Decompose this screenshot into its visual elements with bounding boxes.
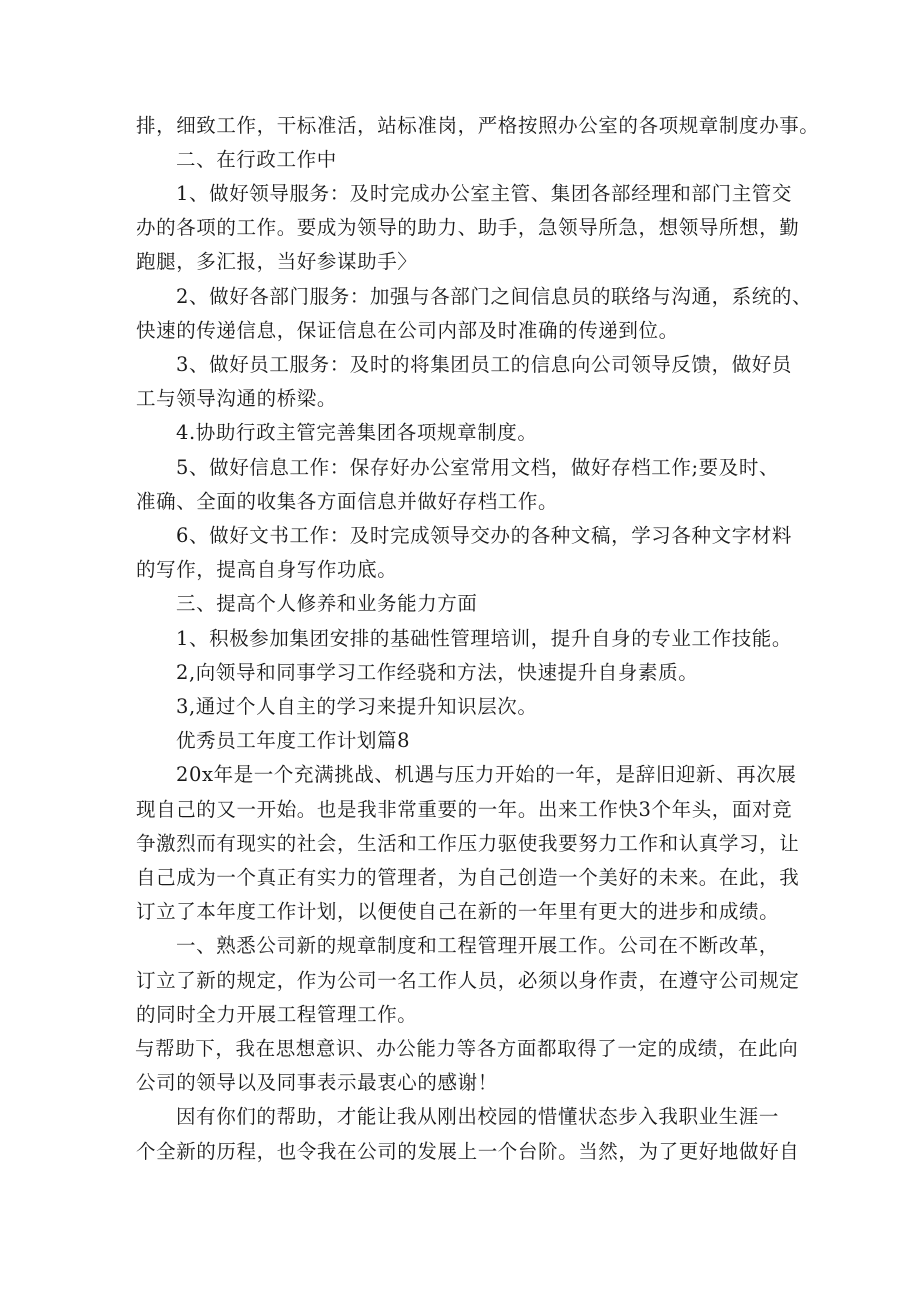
section-heading: 二、在行政工作中 [176,148,337,171]
text-line: 4.协助行政主管完善集团各项规章制度。 [176,421,538,444]
text-line: 2,向领导和同事学习工作经骁和方法，快速提升自身素质。 [176,661,699,684]
text-line: 6、做好文书工作：及时完成领导交办的各种文稿，学习各种文字材料 [176,524,793,547]
text-line: 争激烈而有现实的社会，生活和工作压力驱使我要努力工作和认真学习，让 [136,832,800,855]
text-line: 快速的传递信息，保证信息在公司内部及时准确的传递到位。 [136,319,679,342]
text-line: 3,通过个人自主的学习来提升知识层次。 [176,695,538,718]
text-line: 3、做好员工服务：及时的将集团员工的信息向公司领导反馈，做好员 [176,353,793,376]
text-line: 现自己的又一开始。也是我非常重要的一年。出来工作快3个年头，面对竞 [136,798,793,821]
text-line: 的写作，提高自身写作功底。 [136,558,398,581]
text-line: 因有你们的帮助，才能让我从刚出校园的惜懂状态步入我职业生涯一 [176,1105,780,1128]
text-line: 自己成为一个真正有实力的管理者，为自己创造一个美好的未来。在此，我 [136,866,800,889]
text-line: 订立了本年度工作计划，以便使自己在新的一年里有更大的进步和成绩。 [136,900,780,923]
text-line: 个全新的历程，也令我在公司的发展上一个台阶。当然，为了更好地做好自 [136,1140,800,1163]
text-line: 5、做好信息工作：保存好办公室常用文档，做好存档工作;要及时、 [176,456,780,479]
text-line: 办的各项的工作。要成为领导的助力、助手，急领导所急，想领导所想，勤 [136,216,800,239]
article-title: 优秀员工年度工作计划篇8 [176,729,411,752]
text-line: 订立了新的规定，作为公司一名工作人员，必须以身作责，在遵守公司规定 [136,969,800,992]
text-line: 一、熟悉公司新的规章制度和工程管理开展工作。公司在不断改革， [176,934,780,957]
text-line: 工与领导沟通的桥梁。 [136,387,338,410]
text-line: 20x年是一个充满挑战、机遇与压力开始的一年，是辞旧迎新、再次展 [176,763,797,786]
text-line: 1、做好领导服务：及时完成办公室主管、集团各部经理和部门主管交 [176,182,793,205]
section-heading: 三、提高个人修养和业务能力方面 [176,592,478,615]
text-line: 与帮助下，我在思想意识、办公能力等各方面都取得了一定的成绩，在此向 [135,1037,799,1060]
text-line: 1、积极参加集团安排的基础性管理培训，提升自身的专业工作技能。 [176,627,793,650]
text-line: 排，细致工作，干标准活，站标准岗，严格按照办公室的各项规章制度办事。 [136,114,820,137]
text-line: 公司的领导以及同事表示最衷心的感谢！ [136,1071,498,1094]
text-line: 准确、全面的收集各方面信息并做好存档工作。 [136,490,559,513]
text-line: 跑腿，多汇报，当好参谋助手〉 [136,250,418,273]
text-line: 的同时全力开展工程管理工作。 [136,1003,418,1026]
text-line: 2、做好各部门服务：加强与各部门之间信息员的联络与沟通，系统的、 [176,285,813,308]
